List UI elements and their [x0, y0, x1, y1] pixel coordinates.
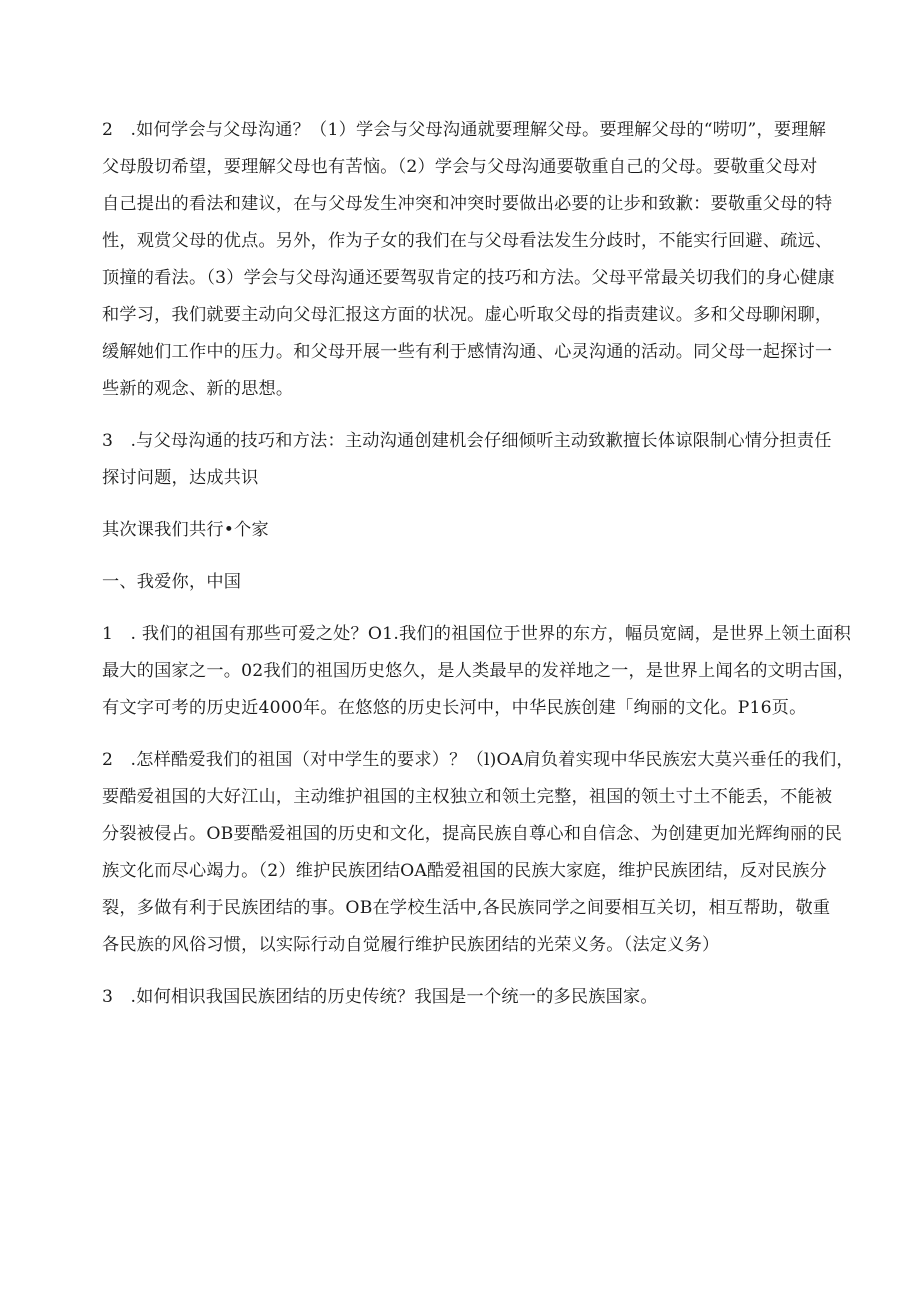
text-line: 缓解她们工作中的压力。和父母开展一些有利于感情沟通、心灵沟通的活动。同父母一起探讨一 — [102, 342, 833, 362]
text-line: 要酷爱祖国的大好江山，主动维护祖国的主权独立和领土完整，祖国的领土寸土不能丢，不能被 — [102, 787, 833, 807]
text-line: 自己提出的看法和建议，在与父母发生冲突和冲突时要做出必要的让步和致歉：要敬重父母的特 — [102, 194, 833, 214]
text-line: 其次课我们共行•个家 — [102, 520, 269, 540]
paragraph-communication-skills — [102, 423, 832, 497]
text-line: 裂，多做有利于民族团结的事。OB在学校生活中,各民族同学之间要相互关切，相互帮助，敬重 — [102, 898, 831, 918]
text-line: 族文化而尽心竭力。（2）维护民族团结OA酷爱祖国的民族大家庭，维护民族团结，反对民族分 — [102, 861, 827, 881]
document-page — [102, 112, 855, 1031]
text-line: 顶撞的看法。（3）学会与父母沟通还要驾驭肯定的技巧和方法。父母平常最关切我们的身心健康 — [102, 268, 835, 288]
text-line: 些新的观念、新的思想。 — [102, 379, 294, 399]
paragraph-communicate-parents — [102, 112, 835, 408]
text-line: 和学习，我们就要主动向父母汇报这方面的状况。虚心听取父母的指责建议。多和父母聊闲聊， — [102, 305, 833, 325]
text-line: 3 .如何相识我国民族团结的历史传统？我国是一个统一的多民族国家。 — [102, 987, 658, 1007]
paragraph-lovely-motherland — [102, 616, 855, 727]
text-line: 探讨问题，达成共识 — [102, 468, 259, 488]
text-line: 父母殷切希望，要理解父母也有苦恼。（2）学会与父母沟通要敬重自己的父母。要敬重父母对 — [102, 157, 818, 177]
text-line: 性，观赏父母的优点。另外，作为子女的我们在与父母看法发生分歧时，不能实行回避、疏远、 — [102, 231, 833, 251]
text-line: 分裂被侵占。OB要酷爱祖国的历史和文化，提高民族自尊心和自信念、为创建更加光辉绚丽的民 — [102, 824, 843, 844]
text-line: 最大的国家之一。02我们的祖国历史悠久，是人类最早的发祥地之一，是世界上闻名的文明古国， — [102, 661, 855, 681]
text-line: 2 .怎样酷爱我们的祖国（对中学生的要求）？（l)OA肩负着实现中华民族宏大莫兴垂任的我们， — [102, 750, 854, 770]
section-title — [102, 564, 824, 601]
lesson-title — [102, 512, 824, 549]
text-line: 一、我爱你，中国 — [102, 572, 242, 592]
text-line: 有文字可考的历史近4000年。在悠悠的历史长河中，中华民族创建「绚丽的文化。P16页。 — [102, 698, 807, 718]
text-line: 3 .与父母沟通的技巧和方法：主动沟通创建机会仔细倾听主动致歉擅长体谅限制心情分担责任 — [102, 431, 832, 451]
text-line: 各民族的风俗习惯，以实际行动自觉履行维护民族团结的光荣义务。（法定义务） — [102, 935, 720, 955]
paragraph-love-motherland — [102, 742, 854, 964]
text-line: 1 . 我们的祖国有那些可爱之处？O1.我们的祖国位于世界的东方，幅员宽阔，是世界上领土面积 — [102, 624, 852, 644]
text-line: 2 .如何学会与父母沟通？（1）学会与父母沟通就要理解父母。要理解父母的“唠叨”，要理解 — [102, 120, 827, 140]
paragraph-ethnic-unity — [102, 979, 824, 1016]
